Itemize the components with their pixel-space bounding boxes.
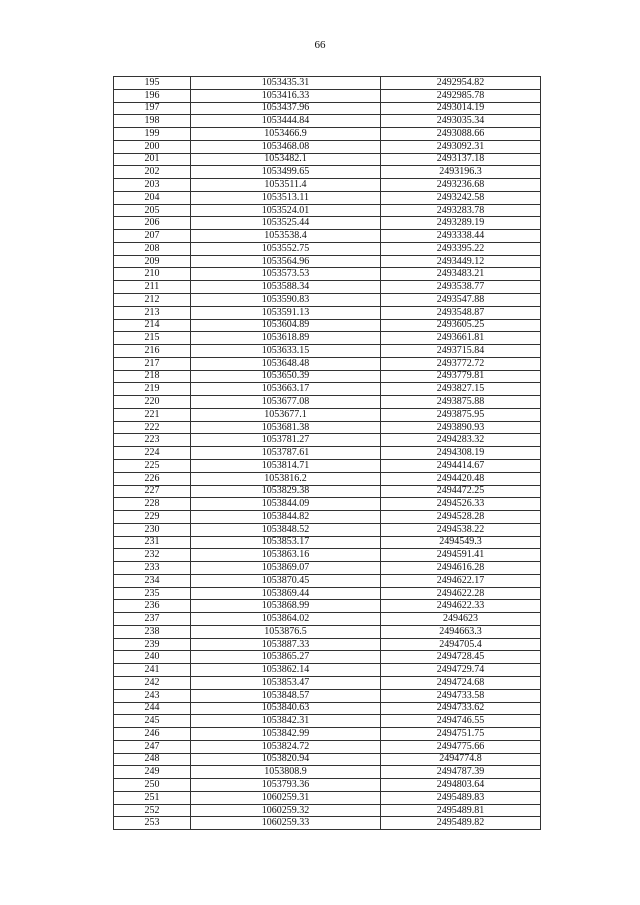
- table-row: [114, 728, 541, 741]
- table-row: [114, 613, 541, 626]
- y-coordinate-cell: 2493548.87: [381, 306, 541, 319]
- table-row: [114, 179, 541, 192]
- y-coordinate-cell: 2494729.74: [381, 664, 541, 677]
- x-coordinate-cell: 1053416.33: [191, 89, 381, 102]
- x-coordinate-cell: 1053793.36: [191, 779, 381, 792]
- x-coordinate-cell: 1053869.07: [191, 562, 381, 575]
- table-row: [114, 498, 541, 511]
- y-coordinate-cell: 2493196.3: [381, 166, 541, 179]
- point-number-cell: 223: [114, 434, 191, 447]
- x-coordinate-cell: 1053511.4: [191, 179, 381, 192]
- table-row: [114, 587, 541, 600]
- y-coordinate-cell: 2493088.66: [381, 128, 541, 141]
- x-coordinate-cell: 1053444.84: [191, 115, 381, 128]
- y-coordinate-cell: 2494623: [381, 613, 541, 626]
- x-coordinate-cell: 1060259.33: [191, 817, 381, 830]
- point-number-cell: 199: [114, 128, 191, 141]
- x-coordinate-cell: 1060259.32: [191, 804, 381, 817]
- point-number-cell: 238: [114, 625, 191, 638]
- x-coordinate-cell: 1053482.1: [191, 153, 381, 166]
- x-coordinate-cell: 1053513.11: [191, 191, 381, 204]
- table-row: [114, 306, 541, 319]
- table-row: [114, 383, 541, 396]
- table-row: [114, 511, 541, 524]
- point-number-cell: 228: [114, 498, 191, 511]
- table-row: [114, 102, 541, 115]
- table-row: [114, 396, 541, 409]
- table-row: [114, 472, 541, 485]
- x-coordinate-cell: 1053437.96: [191, 102, 381, 115]
- y-coordinate-cell: 2493779.81: [381, 370, 541, 383]
- y-coordinate-cell: 2493236.68: [381, 179, 541, 192]
- y-coordinate-cell: 2493875.88: [381, 396, 541, 409]
- table-row: [114, 89, 541, 102]
- y-coordinate-cell: 2493283.78: [381, 204, 541, 217]
- table-row: [114, 549, 541, 562]
- x-coordinate-cell: 1053820.94: [191, 753, 381, 766]
- point-number-cell: 203: [114, 179, 191, 192]
- y-coordinate-cell: 2494787.39: [381, 766, 541, 779]
- y-coordinate-cell: 2494538.22: [381, 523, 541, 536]
- table-row: [114, 562, 541, 575]
- table-row: [114, 817, 541, 830]
- x-coordinate-cell: 1053663.17: [191, 383, 381, 396]
- table-row: [114, 242, 541, 255]
- y-coordinate-cell: 2493605.25: [381, 319, 541, 332]
- table-row: [114, 740, 541, 753]
- y-coordinate-cell: 2493449.12: [381, 255, 541, 268]
- point-number-cell: 198: [114, 115, 191, 128]
- x-coordinate-cell: 1053573.53: [191, 268, 381, 281]
- x-coordinate-cell: 1053564.96: [191, 255, 381, 268]
- page-number: 66: [314, 39, 326, 51]
- x-coordinate-cell: 1053848.57: [191, 689, 381, 702]
- table-row: [114, 281, 541, 294]
- x-coordinate-cell: 1053468.08: [191, 140, 381, 153]
- point-number-cell: 220: [114, 396, 191, 409]
- point-number-cell: 212: [114, 294, 191, 307]
- y-coordinate-cell: 2493035.34: [381, 115, 541, 128]
- table-row: [114, 140, 541, 153]
- table-row: [114, 574, 541, 587]
- x-coordinate-cell: 1053650.39: [191, 370, 381, 383]
- x-coordinate-cell: 1053591.13: [191, 306, 381, 319]
- x-coordinate-cell: 1053842.99: [191, 728, 381, 741]
- table-row: [114, 153, 541, 166]
- x-coordinate-cell: 1053853.17: [191, 536, 381, 549]
- table-row: [114, 357, 541, 370]
- point-number-cell: 251: [114, 791, 191, 804]
- point-number-cell: 235: [114, 587, 191, 600]
- point-number-cell: 207: [114, 230, 191, 243]
- table-row: [114, 600, 541, 613]
- y-coordinate-cell: 2493715.84: [381, 345, 541, 358]
- y-coordinate-cell: 2494724.68: [381, 676, 541, 689]
- point-number-cell: 210: [114, 268, 191, 281]
- y-coordinate-cell: 2493014.19: [381, 102, 541, 115]
- y-coordinate-cell: 2494549.3: [381, 536, 541, 549]
- point-number-cell: 245: [114, 715, 191, 728]
- y-coordinate-cell: 2493875.95: [381, 408, 541, 421]
- point-number-cell: 246: [114, 728, 191, 741]
- y-coordinate-cell: 2494705.4: [381, 638, 541, 651]
- point-number-cell: 250: [114, 779, 191, 792]
- point-number-cell: 209: [114, 255, 191, 268]
- point-number-cell: 206: [114, 217, 191, 230]
- x-coordinate-cell: 1053466.9: [191, 128, 381, 141]
- table-row: [114, 753, 541, 766]
- y-coordinate-cell: 2494751.75: [381, 728, 541, 741]
- point-number-cell: 213: [114, 306, 191, 319]
- point-number-cell: 204: [114, 191, 191, 204]
- x-coordinate-cell: 1053868.99: [191, 600, 381, 613]
- point-number-cell: 229: [114, 511, 191, 524]
- point-number-cell: 253: [114, 817, 191, 830]
- x-coordinate-cell: 1053435.31: [191, 77, 381, 90]
- table-row: [114, 345, 541, 358]
- point-number-cell: 237: [114, 613, 191, 626]
- coordinates-table: [113, 76, 541, 830]
- point-number-cell: 200: [114, 140, 191, 153]
- point-number-cell: 222: [114, 421, 191, 434]
- point-number-cell: 249: [114, 766, 191, 779]
- y-coordinate-cell: 2493538.77: [381, 281, 541, 294]
- point-number-cell: 216: [114, 345, 191, 358]
- y-coordinate-cell: 2492985.78: [381, 89, 541, 102]
- x-coordinate-cell: 1053633.15: [191, 345, 381, 358]
- x-coordinate-cell: 1053590.83: [191, 294, 381, 307]
- x-coordinate-cell: 1053842.31: [191, 715, 381, 728]
- x-coordinate-cell: 1053864.02: [191, 613, 381, 626]
- y-coordinate-cell: 2494616.28: [381, 562, 541, 575]
- table-row: [114, 268, 541, 281]
- point-number-cell: 218: [114, 370, 191, 383]
- point-number-cell: 232: [114, 549, 191, 562]
- point-number-cell: 233: [114, 562, 191, 575]
- y-coordinate-cell: 2493547.88: [381, 294, 541, 307]
- table-row: [114, 536, 541, 549]
- table-row: [114, 370, 541, 383]
- x-coordinate-cell: 1060259.31: [191, 791, 381, 804]
- y-coordinate-cell: 2495489.82: [381, 817, 541, 830]
- x-coordinate-cell: 1053814.71: [191, 459, 381, 472]
- table-row: [114, 766, 541, 779]
- table-row: [114, 779, 541, 792]
- y-coordinate-cell: 2494591.41: [381, 549, 541, 562]
- point-number-cell: 215: [114, 332, 191, 345]
- table-row: [114, 77, 541, 90]
- x-coordinate-cell: 1053538.4: [191, 230, 381, 243]
- point-number-cell: 247: [114, 740, 191, 753]
- y-coordinate-cell: 2493772.72: [381, 357, 541, 370]
- y-coordinate-cell: 2494528.28: [381, 511, 541, 524]
- table-row: [114, 676, 541, 689]
- table-row: [114, 255, 541, 268]
- point-number-cell: 211: [114, 281, 191, 294]
- x-coordinate-cell: 1053829.38: [191, 485, 381, 498]
- y-coordinate-cell: 2493137.18: [381, 153, 541, 166]
- x-coordinate-cell: 1053787.61: [191, 447, 381, 460]
- table-row: [114, 485, 541, 498]
- x-coordinate-cell: 1053840.63: [191, 702, 381, 715]
- table-row: [114, 332, 541, 345]
- point-number-cell: 241: [114, 664, 191, 677]
- x-coordinate-cell: 1053552.75: [191, 242, 381, 255]
- point-number-cell: 195: [114, 77, 191, 90]
- table-row: [114, 191, 541, 204]
- point-number-cell: 252: [114, 804, 191, 817]
- point-number-cell: 197: [114, 102, 191, 115]
- x-coordinate-cell: 1053848.52: [191, 523, 381, 536]
- point-number-cell: 226: [114, 472, 191, 485]
- point-number-cell: 221: [114, 408, 191, 421]
- y-coordinate-cell: 2495489.83: [381, 791, 541, 804]
- table-row: [114, 319, 541, 332]
- y-coordinate-cell: 2494283.32: [381, 434, 541, 447]
- y-coordinate-cell: 2492954.82: [381, 77, 541, 90]
- point-number-cell: 248: [114, 753, 191, 766]
- point-number-cell: 225: [114, 459, 191, 472]
- y-coordinate-cell: 2493289.19: [381, 217, 541, 230]
- x-coordinate-cell: 1053844.82: [191, 511, 381, 524]
- table-row: [114, 702, 541, 715]
- x-coordinate-cell: 1053677.1: [191, 408, 381, 421]
- y-coordinate-cell: 2494733.58: [381, 689, 541, 702]
- point-number-cell: 217: [114, 357, 191, 370]
- x-coordinate-cell: 1053816.2: [191, 472, 381, 485]
- y-coordinate-cell: 2493483.21: [381, 268, 541, 281]
- table-row: [114, 715, 541, 728]
- y-coordinate-cell: 2493890.93: [381, 421, 541, 434]
- x-coordinate-cell: 1053604.89: [191, 319, 381, 332]
- point-number-cell: 239: [114, 638, 191, 651]
- point-number-cell: 243: [114, 689, 191, 702]
- y-coordinate-cell: 2494733.62: [381, 702, 541, 715]
- x-coordinate-cell: 1053862.14: [191, 664, 381, 677]
- x-coordinate-cell: 1053525.44: [191, 217, 381, 230]
- x-coordinate-cell: 1053524.01: [191, 204, 381, 217]
- point-number-cell: 242: [114, 676, 191, 689]
- table-body: [114, 77, 541, 830]
- y-coordinate-cell: 2494420.48: [381, 472, 541, 485]
- y-coordinate-cell: 2493661.81: [381, 332, 541, 345]
- x-coordinate-cell: 1053618.89: [191, 332, 381, 345]
- point-number-cell: 205: [114, 204, 191, 217]
- table-row: [114, 421, 541, 434]
- table-row: [114, 638, 541, 651]
- y-coordinate-cell: 2494663.3: [381, 625, 541, 638]
- x-coordinate-cell: 1053677.08: [191, 396, 381, 409]
- table-row: [114, 294, 541, 307]
- table-row: [114, 523, 541, 536]
- table-row: [114, 689, 541, 702]
- point-number-cell: 230: [114, 523, 191, 536]
- point-number-cell: 231: [114, 536, 191, 549]
- point-number-cell: 236: [114, 600, 191, 613]
- table-row: [114, 625, 541, 638]
- x-coordinate-cell: 1053499.65: [191, 166, 381, 179]
- x-coordinate-cell: 1053876.5: [191, 625, 381, 638]
- x-coordinate-cell: 1053808.9: [191, 766, 381, 779]
- table-row: [114, 664, 541, 677]
- y-coordinate-cell: 2494803.64: [381, 779, 541, 792]
- x-coordinate-cell: 1053681.38: [191, 421, 381, 434]
- x-coordinate-cell: 1053844.09: [191, 498, 381, 511]
- x-coordinate-cell: 1053648.48: [191, 357, 381, 370]
- x-coordinate-cell: 1053588.34: [191, 281, 381, 294]
- table-row: [114, 447, 541, 460]
- x-coordinate-cell: 1053869.44: [191, 587, 381, 600]
- y-coordinate-cell: 2494728.45: [381, 651, 541, 664]
- x-coordinate-cell: 1053863.16: [191, 549, 381, 562]
- point-number-cell: 219: [114, 383, 191, 396]
- point-number-cell: 208: [114, 242, 191, 255]
- y-coordinate-cell: 2494746.55: [381, 715, 541, 728]
- point-number-cell: 214: [114, 319, 191, 332]
- y-coordinate-cell: 2494774.8: [381, 753, 541, 766]
- point-number-cell: 234: [114, 574, 191, 587]
- table-row: [114, 128, 541, 141]
- y-coordinate-cell: 2493092.31: [381, 140, 541, 153]
- table-row: [114, 166, 541, 179]
- point-number-cell: 240: [114, 651, 191, 664]
- x-coordinate-cell: 1053887.33: [191, 638, 381, 651]
- y-coordinate-cell: 2494414.67: [381, 459, 541, 472]
- table-row: [114, 804, 541, 817]
- point-number-cell: 201: [114, 153, 191, 166]
- table-row: [114, 230, 541, 243]
- y-coordinate-cell: 2494308.19: [381, 447, 541, 460]
- y-coordinate-cell: 2493338.44: [381, 230, 541, 243]
- y-coordinate-cell: 2493242.58: [381, 191, 541, 204]
- x-coordinate-cell: 1053781.27: [191, 434, 381, 447]
- y-coordinate-cell: 2495489.81: [381, 804, 541, 817]
- x-coordinate-cell: 1053824.72: [191, 740, 381, 753]
- x-coordinate-cell: 1053870.45: [191, 574, 381, 587]
- point-number-cell: 202: [114, 166, 191, 179]
- x-coordinate-cell: 1053853.47: [191, 676, 381, 689]
- point-number-cell: 196: [114, 89, 191, 102]
- y-coordinate-cell: 2494526.33: [381, 498, 541, 511]
- table-row: [114, 434, 541, 447]
- table-row: [114, 408, 541, 421]
- point-number-cell: 244: [114, 702, 191, 715]
- y-coordinate-cell: 2494472.25: [381, 485, 541, 498]
- y-coordinate-cell: 2493827.15: [381, 383, 541, 396]
- y-coordinate-cell: 2494622.33: [381, 600, 541, 613]
- point-number-cell: 224: [114, 447, 191, 460]
- y-coordinate-cell: 2494622.17: [381, 574, 541, 587]
- table-row: [114, 459, 541, 472]
- y-coordinate-cell: 2494622.28: [381, 587, 541, 600]
- table-row: [114, 115, 541, 128]
- table-row: [114, 791, 541, 804]
- table-row: [114, 651, 541, 664]
- y-coordinate-cell: 2494775.66: [381, 740, 541, 753]
- point-number-cell: 227: [114, 485, 191, 498]
- x-coordinate-cell: 1053865.27: [191, 651, 381, 664]
- table-row: [114, 204, 541, 217]
- y-coordinate-cell: 2493395.22: [381, 242, 541, 255]
- table-row: [114, 217, 541, 230]
